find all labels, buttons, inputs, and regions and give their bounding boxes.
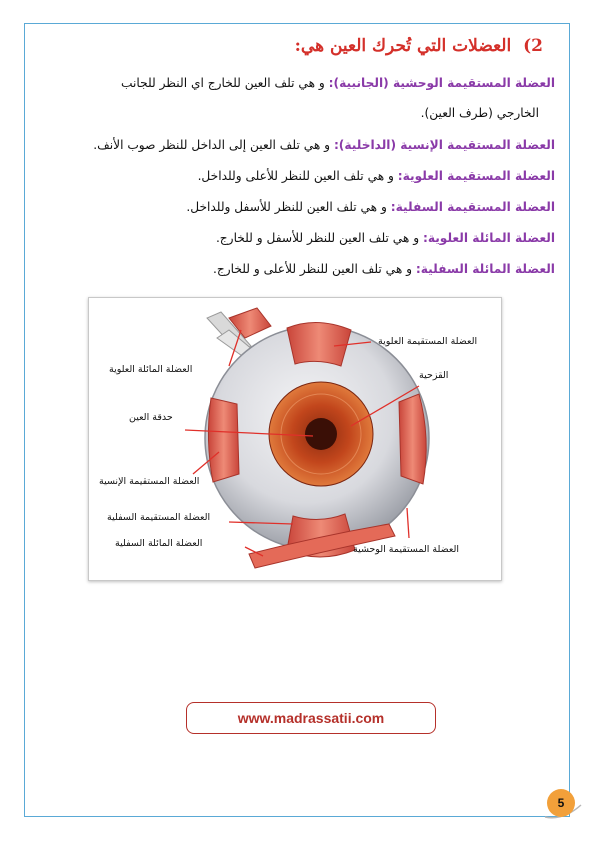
label-inferior-rectus: العضلة المستقيمة السفلية [107,512,211,523]
label-iris: القزحية [419,370,449,381]
term-superior-rectus: العضلة المستقيمة العلوية: [397,169,555,183]
paragraph-lateral-rectus-cont [421,106,539,120]
paragraph-superior-oblique [216,231,555,245]
website-link[interactable]: www.madrassatii.com [186,702,436,734]
paragraph-medial-rectus [93,138,555,152]
eye-muscles-figure [88,297,502,581]
term-medial-rectus: العضلة المستقيمة الإنسية (الداخلية): [333,138,555,152]
page-number: 5 [547,789,575,817]
label-lateral-rectus: العضلة المستقيمة الوحشية [353,544,460,555]
paragraph-lateral-rectus [121,76,555,90]
term-lateral-rectus: العضلة المستقيمة الوحشية (الجانبية): [328,76,555,90]
term-inferior-rectus: العضلة المستقيمة السفلية: [390,200,555,214]
page-number-badge [543,787,583,823]
desc-inferior-oblique: و هي تلف العين للنظر للأعلى و للخارج. [213,262,416,276]
label-superior-oblique: العضلة المائلة العلوية [109,364,193,375]
desc-lateral-rectus: و هي تلف العين للخارج اي النظر للجانب [121,76,329,90]
heading-text: العضلات التي تُحرك العين هي: [294,36,512,56]
term-inferior-oblique: العضلة المائلة السفلية: [415,262,555,276]
heading-number: 2) [523,36,543,56]
label-medial-rectus: العضلة المستقيمة الإنسية [99,476,200,487]
desc-inferior-rectus: و هي تلف العين للنظر للأسفل وللداخل. [186,200,391,214]
paragraph-superior-rectus [198,169,555,183]
desc-superior-oblique: و هي تلف العين للنظر للأسفل و للخارج. [215,231,423,245]
paragraph-inferior-rectus [186,200,555,214]
desc-lateral-rectus-cont: الخارجي (طرف العين). [420,106,539,120]
desc-medial-rectus: و هي تلف العين إلى الداخل للنظر صوب الأنف. [93,138,334,152]
term-superior-oblique: العضلة المائلة العلوية: [422,231,555,245]
label-superior-rectus: العضلة المستقيمة العلوية [378,336,478,347]
section-heading [295,36,543,56]
desc-superior-rectus: و هي تلف العين للنظر للأعلى وللداخل. [197,169,398,183]
label-inferior-oblique: العضلة المائلة السفلية [115,538,203,549]
label-pupil: حدقة العين [129,412,173,423]
paragraph-inferior-oblique [213,262,555,276]
